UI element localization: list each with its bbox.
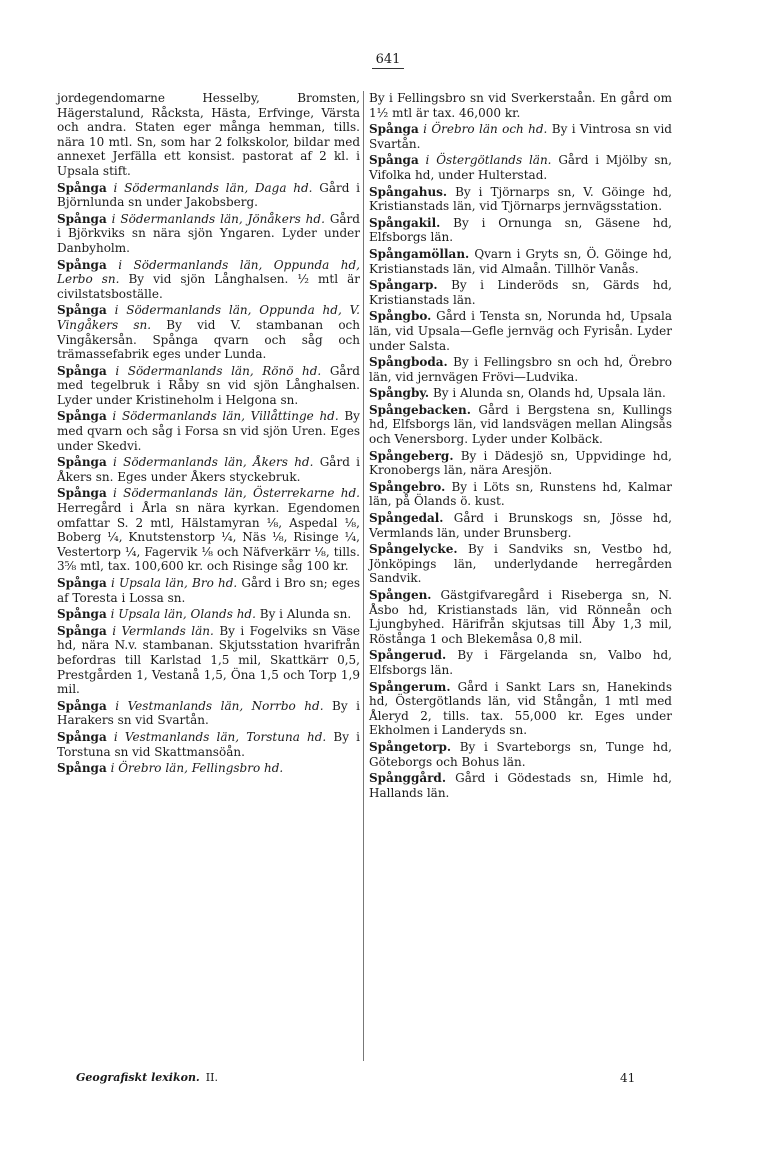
- lexicon-entry: [57, 607, 360, 622]
- entry-headword: Spångerum.: [369, 679, 451, 694]
- entry-text: Gård i Brunskogs sn, Jösse hd, Vermlands län, under Brunsberg.: [369, 511, 672, 540]
- entry-location: i Södermanlands län, Rönö hd.: [115, 363, 322, 378]
- lexicon-entry: [57, 409, 360, 453]
- entry-headword: Spånga: [57, 607, 107, 622]
- entry-headword: Spånga: [57, 576, 107, 590]
- entry-headword: Spånga: [57, 409, 107, 424]
- lexicon-entry: [369, 542, 672, 586]
- entry-text: Gård i Mjölby sn, Vifolka hd, under Hulterstad.: [369, 153, 672, 182]
- lexicon-entry: [369, 403, 672, 447]
- lexicon-entry: [57, 699, 360, 728]
- footer-volume: II.: [205, 1071, 218, 1084]
- entry-text: Herregård i Årla sn nära kyrkan. Egendomen omfattar S. 2 mtl, Hälstamyran ⅛, Aspedal ⅛, Boberg ¼, Knutstenstorp ¼, Näs ⅛, Risinge ¼, Vestertorp ¼, Fagervik ⅛ och Näfverkärr ⅛, tills. 3⅝ mtl, tax. 100,600 kr. och Risinge såg 100 kr.: [57, 501, 360, 574]
- entry-text: By vid V. stambanan och Vingåkersån. Spånga qvarn och såg och trämassefabrik eges under Lunda.: [57, 317, 361, 362]
- entry-text: By i Sandviks sn, Vestbo hd, Jönköpings län, underlydande herregården Sandvik.: [369, 542, 672, 586]
- entry-location: i Vestmanlands län, Norrbo hd.: [115, 698, 324, 713]
- entry-headword: Spångby.: [369, 386, 430, 401]
- entry-headword: Spånga: [369, 122, 419, 137]
- lexicon-entry: [57, 624, 360, 697]
- entry-headword: Spånga: [57, 623, 107, 638]
- entry-headword: Spångboda.: [369, 355, 448, 370]
- entry-text: Qvarn i Gryts sn, Ö. Göinge hd, Kristianstads län, vid Almaån. Tillhör Vanås.: [369, 246, 672, 276]
- lexicon-entry: [369, 185, 672, 214]
- entry-location: i Södermanlands län, Åkers hd.: [113, 455, 314, 470]
- entry-text: Gård i Bro sn; eges af Toresta i Lossa sn.: [57, 576, 360, 605]
- entry-text: By i Fellingsbro sn vid Sverkerstaån. En gård om 1½ mtl är tax. 46,000 kr.: [369, 91, 672, 120]
- entry-text: By i Alunda sn.: [259, 607, 352, 622]
- lexicon-entry: [369, 588, 672, 646]
- entry-location: i Örebro län och hd.: [423, 122, 548, 137]
- right-column: [369, 91, 672, 802]
- entry-headword: Spångarp.: [369, 278, 438, 293]
- lexicon-entry: [369, 278, 672, 307]
- entry-headword: Spångamöllan.: [369, 246, 470, 261]
- lexicon-entry: [57, 730, 360, 759]
- entry-text: By i Vintrosa sn vid Svartån.: [369, 122, 672, 151]
- entry-headword: Spången.: [369, 588, 432, 602]
- entry-text: By i Fogelviks sn Väse hd, nära N.v. stambanan. Skjutsstation hvarifrån befordras till Karlstad 1,5 mil, Skattkärr 0,5, Prestgården 1, Vestanå 1,5, Öna 1,5 och Torp 1,9 mil.: [57, 623, 361, 697]
- page-number: 641: [0, 52, 776, 67]
- entry-headword: Spångedal.: [369, 511, 444, 526]
- entry-text: By i Linderöds sn, Gärds hd, Kristianstads län.: [369, 278, 672, 307]
- entry-text: By i Tjörnarps sn, V. Göinge hd, Kristianstads län, vid Tjörnarps jernvägsstation.: [369, 184, 672, 214]
- footer-title: Geografiskt lexikon. II.: [76, 1071, 218, 1084]
- lexicon-entry: [369, 153, 672, 182]
- entry-headword: Spångebacken.: [369, 402, 471, 417]
- lexicon-entry: [57, 258, 360, 302]
- entry-headword: Spångakil.: [369, 215, 441, 230]
- lexicon-entry: [57, 576, 360, 605]
- entry-location: i Södermanlands län, Jönåkers hd.: [111, 211, 325, 226]
- entry-text: By i Löts sn, Runstens hd, Kalmar län, på Ölands ö. kust.: [369, 479, 672, 509]
- entry-headword: Spångebro.: [369, 479, 446, 494]
- entry-text: Gård i Åkers sn. Eges under Åkers styckebruk.: [57, 455, 360, 484]
- entry-headword: Spångeberg.: [369, 448, 454, 463]
- entry-location: i Södermanlands län, Daga hd.: [113, 180, 313, 195]
- lexicon-entry: [369, 680, 672, 738]
- entry-location: i Södermanlands län, Oppunda hd, V. Vingåkers sn.: [57, 303, 360, 332]
- entry-text: Gästgifvaregård i Riseberga sn, N. Åsbo hd, Kristianstads län, vid Rönneån och Ljungbyhed. Härifrån skjutsas till Åby 1,3 mil, Röstånga 1 och Blekemåsa 0,8 mil.: [369, 588, 672, 646]
- entry-text: By i Dädesjö sn, Uppvidinge hd, Kronobergs län, nära Aresjön.: [369, 448, 672, 478]
- entry-location: i Södermanlands län, Villåttinge hd.: [112, 409, 339, 424]
- entry-text: By i Alunda sn, Olands hd, Upsala län.: [432, 386, 666, 401]
- lexicon-entry: [57, 486, 360, 574]
- lexicon-entry: [369, 771, 672, 800]
- entry-text: Gård i Bergstena sn, Kullings hd, Elfsborgs län, vid landsvägen mellan Alingsås och Venersborg. Lyder under Kolbäck.: [369, 402, 672, 447]
- entry-headword: Spångahus.: [369, 184, 448, 199]
- entry-text: Gård i Björnlunda sn under Jakobsberg.: [57, 180, 360, 210]
- lexicon-entry: [57, 181, 360, 210]
- entry-text: By med qvarn och såg i Forsa sn vid sjön Uren. Eges under Skedvi.: [57, 409, 360, 453]
- lexicon-entry: [369, 355, 672, 384]
- entry-headword: Spånga: [57, 761, 107, 776]
- lexicon-entry: [369, 386, 672, 401]
- entry-headword: Spånga: [57, 455, 107, 470]
- entry-headword: Spånga: [57, 363, 107, 378]
- entry-location: i Upsala län, Olands hd.: [110, 607, 256, 622]
- entry-text: Gård i Sankt Lars sn, Hanekinds hd, Östergötlands län, vid Stångån, 1 mtl med Åleryd 2, tills. tax. 55,000 kr. Eges under Ekholmen i Landeryds sn.: [369, 679, 672, 738]
- lexicon-entry: [57, 761, 360, 776]
- entry-location: i Örebro län, Fellingsbro hd.: [110, 761, 284, 776]
- entry-text: By i Torstuna sn vid Skattmansöån.: [57, 729, 360, 759]
- lexicon-entry: [369, 449, 672, 478]
- entry-headword: Spånggård.: [369, 771, 447, 786]
- lexicon-entry: [57, 364, 360, 408]
- lexicon-entry: [369, 247, 672, 276]
- entry-text: jordegendomarne Hesselby, Bromsten, Hägerstalund, Råcksta, Hästa, Erfvinge, Värsta och andra. Staten eger många hemman, tills. nära 10 mtl. Sn, som har 2 folkskolor, bildar med annexet Jerfälla ett konsist. pastorat af 2 kl. i Upsala stift.: [57, 91, 360, 178]
- entry-text: By i Harakers sn vid Svartån.: [57, 698, 360, 728]
- entry-location: i Södermanlands län, Österrekarne hd.: [113, 486, 360, 501]
- entry-text: By i Färgelanda sn, Valbo hd, Elfsborgs län.: [369, 648, 672, 677]
- entry-text: By i Ornunga sn, Gäsene hd, Elfsborgs län.: [369, 215, 672, 245]
- lexicon-entry: [57, 212, 360, 256]
- lexicon-entry: [369, 740, 672, 769]
- entry-location: i Södermanlands län, Oppunda hd, Lerbo sn.: [57, 257, 360, 287]
- entry-location: i Upsala län, Bro hd.: [110, 576, 238, 590]
- entry-headword: Spångetorp.: [369, 739, 452, 754]
- entry-location: i Vestmanlands län, Torstuna hd.: [113, 729, 327, 744]
- entry-headword: Spångelycke.: [369, 542, 458, 557]
- lexicon-entry: [57, 455, 360, 484]
- lexicon-entry: [369, 122, 672, 151]
- entry-headword: Spånga: [57, 303, 107, 318]
- entry-location: i Vermlands län.: [112, 623, 214, 638]
- entry-text: By i Fellingsbro sn och hd, Örebro län, vid jernvägen Frövi—Ludvika.: [369, 355, 672, 384]
- entry-text: Gård i Björkviks sn nära sjön Yngaren. Lyder under Danbyholm.: [57, 211, 360, 255]
- entry-headword: Spånga: [369, 153, 419, 168]
- lexicon-entry: [369, 309, 672, 353]
- entry-headword: Spånga: [57, 211, 107, 226]
- entry-headword: Spånga: [57, 729, 107, 744]
- entry-text: Gård i Tensta sn, Norunda hd, Upsala län, vid Upsala—Gefle jernväg och Fyrisån. Lyder under Salsta.: [369, 309, 672, 353]
- column-divider: [363, 91, 364, 1061]
- entry-location: i Östergötlands län.: [425, 153, 552, 168]
- entry-text: Gård i Gödestads sn, Himle hd, Hallands län.: [369, 771, 672, 800]
- entry-headword: Spånga: [57, 486, 107, 501]
- left-column: [57, 91, 360, 778]
- footer-signature: 41: [620, 1071, 636, 1085]
- entry-text: By i Svarteborgs sn, Tunge hd, Göteborgs och Bohus län.: [369, 739, 672, 769]
- entry-headword: Spångbo.: [369, 309, 432, 324]
- entry-headword: Spånga: [57, 257, 107, 272]
- lexicon-entry: [57, 303, 360, 361]
- lexicon-entry: [369, 216, 672, 245]
- lexicon-entry: [57, 91, 360, 179]
- lexicon-entry: [369, 91, 672, 120]
- entry-headword: Spånga: [57, 180, 107, 195]
- entry-text: Gård med tegelbruk i Råby sn vid sjön Långhalsen. Lyder under Kristineholm i Helgona sn.: [57, 363, 360, 407]
- entry-headword: Spångerud.: [369, 648, 447, 663]
- lexicon-entry: [369, 648, 672, 677]
- entry-text: By vid sjön Långhalsen. ½ mtl är civilstatsboställe.: [57, 272, 360, 301]
- lexicon-entry: [369, 480, 672, 509]
- lexicon-entry: [369, 511, 672, 540]
- entry-headword: Spånga: [57, 698, 107, 713]
